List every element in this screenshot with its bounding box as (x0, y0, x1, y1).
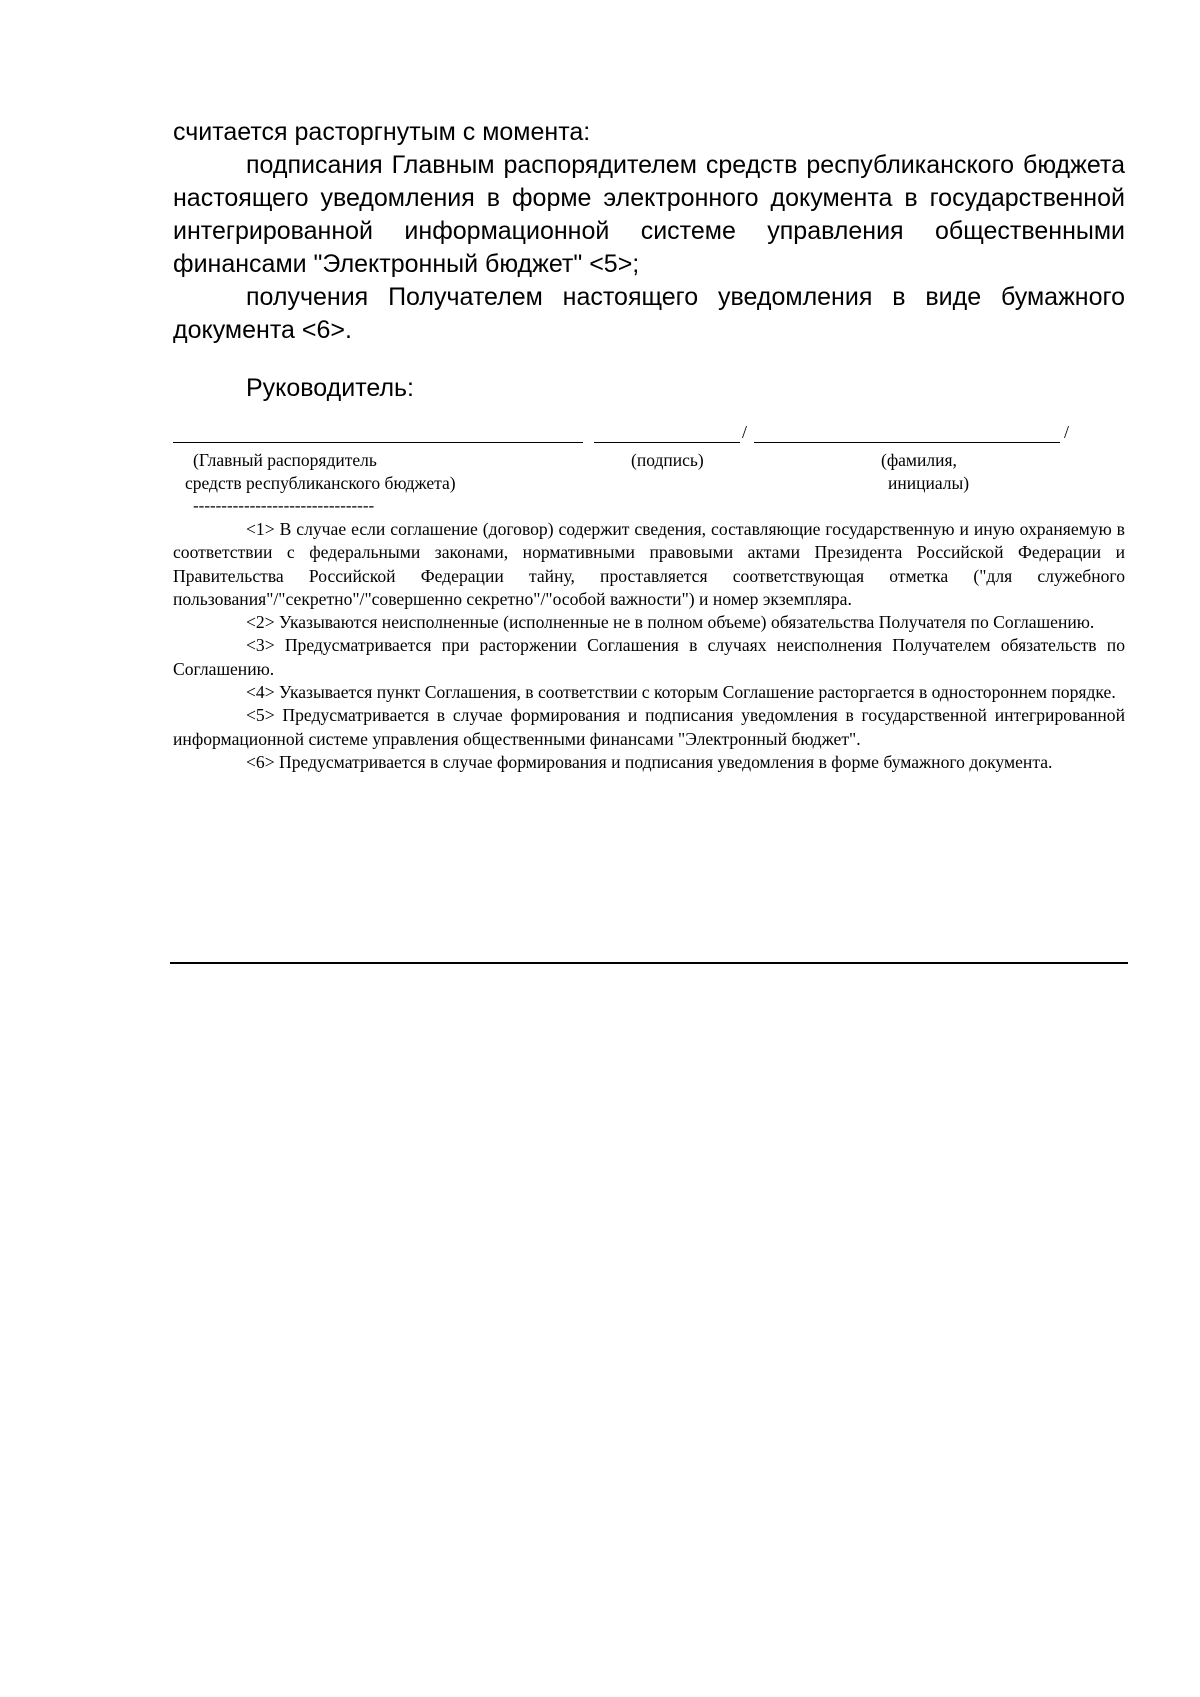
footnote-2: <2> Указываются неисполненные (исполненные не в полном объеме) обязательства Получателя по Соглашению. (246, 612, 1095, 633)
termination-intro: считается расторгнутым с момента: (173, 118, 591, 146)
caption-authority-line-1: (Главный распорядитель (193, 450, 377, 470)
caption-authority-line-2: средств республиканского бюджета) (185, 473, 456, 493)
footnote-6: <6> Предусматривается в случае формирования и подписания уведомления в форме бумажного документа. (246, 751, 1053, 772)
footnote-1: <1> В случае если соглашение (договор) содержит сведения, составляющие государственную и иную охраняемую в соответствии с федеральными законами, нормативными правовыми актами Президента Российской Федерации и Правительства Российской Федерации тайну, проставляется соответствующая отметка ("для служебного пользования"/"секретно"/"совершенно секретно"/"особой важности") и номер экземпляра. (173, 519, 1125, 609)
name-signature-line (754, 442, 1060, 443)
head-label: Руководитель: (246, 374, 415, 402)
termination-condition-electronic: подписания Главным распорядителем средств республиканского бюджета настоящего уведомления в форме электронного документа в государственной интегрированной информационной системе управления общественными финансами "Электронный бюджет" <5>; (173, 151, 1125, 278)
slash-separator: / (742, 422, 748, 442)
footnote-4: <4> Указывается пункт Соглашения, в соответствии с которым Соглашение расторгается в одностороннем порядке. (246, 682, 1116, 703)
authority-signature-line (173, 442, 583, 443)
caption-name-line-2: инициалы) (888, 473, 970, 493)
termination-condition-paper: получения Получателем настоящего уведомления в виде бумажного документа <6>. (173, 283, 1125, 344)
caption-name-line-1: (фамилия, (881, 450, 957, 470)
footnote-5: <5> Предусматривается в случае формирования и подписания уведомления в государственной интегрированной информационной системе управления общественными финансами "Электронный бюджет". (173, 705, 1125, 749)
signature-line (594, 442, 740, 443)
footnote-3: <3> Предусматривается при расторжении Соглашения в случаях неисполнения Получателем обязательств по Соглашению. (173, 635, 1125, 679)
footnotes (173, 518, 1125, 774)
main-text (173, 116, 1125, 347)
footnote-separator: -------------------------------- (193, 496, 375, 515)
caption-signature: (подпись) (631, 450, 704, 470)
slash-separator: / (1064, 422, 1070, 442)
page-bottom-rule (170, 962, 1128, 964)
